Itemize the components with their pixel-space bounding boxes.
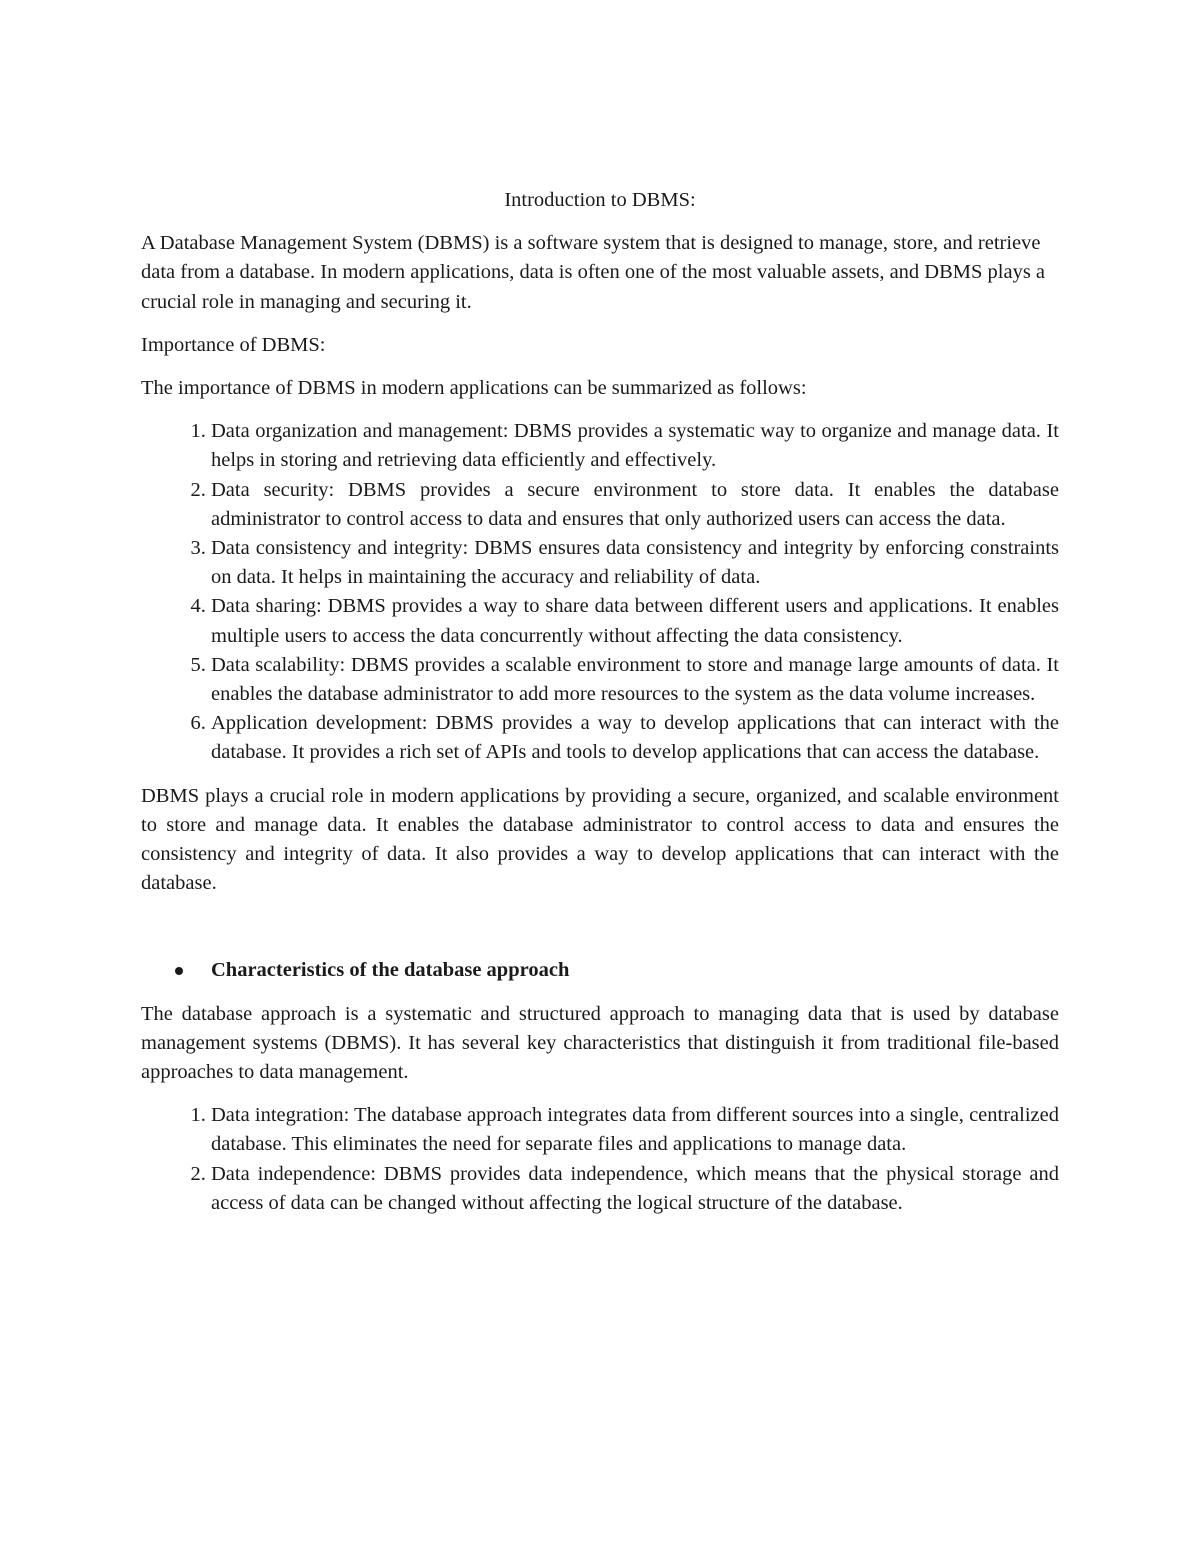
importance-summary: DBMS plays a crucial role in modern applications by providing a secure, organized, and scalable environment to store and manage data. It enables the database administrator to control access to data and ensures the consistency and integrity of data. It also provides a way to develop applications that can interact with the database. [141,784,1059,895]
list-item: 2. Data independence: DBMS provides data independence, which means that the physical storage and access of data can be changed without affecting the logical structure of the database. [211,1160,1059,1218]
intro-paragraph: A Database Management System (DBMS) is a software system that is designed to manage, store, and retrieve data from a database. In modern applications, data is often one of the most valuable assets, and DBMS plays a crucial role in managing and securing it. [141,232,1046,313]
section-spacer [141,912,1059,956]
importance-list [141,417,1059,767]
document-title: Introduction to DBMS: [504,189,696,211]
importance-lead: The importance of DBMS in modern applications can be summarized as follows: [141,377,807,400]
list-item: 1. Data organization and management: DBMS provides a systematic way to organize and manage data. It helps in storing and retrieving data efficiently and effectively. [211,417,1059,475]
characteristics-list [141,1101,1059,1218]
document-page [141,186,1059,1232]
bullet-icon [175,967,183,975]
list-item: 4. Data sharing: DBMS provides a way to share data between different users and applications. It enables multiple users to access the data concurrently without affecting the data consistency. [211,592,1059,650]
list-item: 1. Data integration: The database approach integrates data from different sources into a single, centralized database. This eliminates the need for separate files and applications to manage data. [211,1101,1059,1159]
characteristics-intro: The database approach is a systematic and structured approach to managing data that is used by database management systems (DBMS). It has several key characteristics that distinguish it from traditional file-based approaches to data management. [141,1002,1059,1084]
importance-heading: Importance of DBMS: [141,333,326,356]
list-item: 3. Data consistency and integrity: DBMS ensures data consistency and integrity by enforcing constraints on data. It helps in maintaining the accuracy and reliability of data. [211,534,1059,592]
list-item: 2. Data security: DBMS provides a secure environment to store data. It enables the database administrator to control access to data and ensures that only authorized users can access the data. [211,476,1059,534]
list-item: 6. Application development: DBMS provides a way to develop applications that can interact with the database. It provides a rich set of APIs and tools to develop applications that can access the database. [211,709,1059,767]
characteristics-heading: Characteristics of the database approach [211,959,570,982]
characteristics-heading-row [141,956,1059,985]
list-item: 5. Data scalability: DBMS provides a scalable environment to store and manage large amounts of data. It enables the database administrator to add more resources to the system as the data volume increases. [211,651,1059,709]
